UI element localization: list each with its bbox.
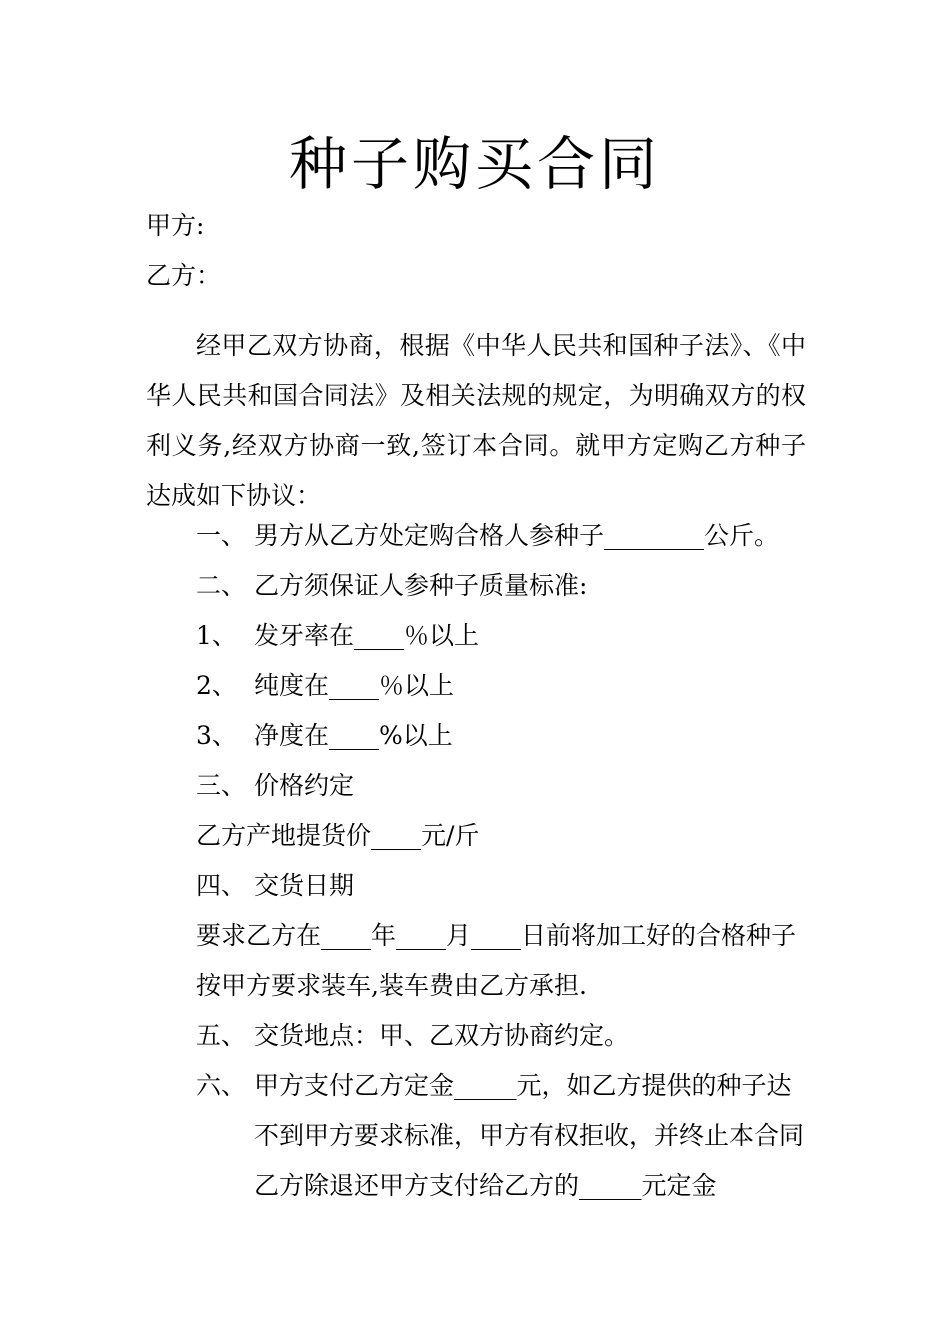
clause-4-text: 交货日期	[254, 871, 355, 900]
price-line: 乙方产地提货价____元/斤	[196, 821, 480, 850]
clause-3	[196, 769, 354, 803]
sub-item-2	[196, 669, 454, 703]
document-title: 种子购买合同	[288, 130, 661, 198]
party-a-label: 甲方:	[146, 211, 205, 240]
party-b-label: 乙方：	[146, 261, 222, 290]
clause-4	[196, 869, 354, 903]
clause-6-number: 六、	[196, 1071, 247, 1100]
clause-3-text: 价格约定	[254, 771, 355, 800]
clause-1-text: 男方从乙方处定购合格人参种子________公斤。	[254, 521, 780, 550]
sub-item-2-text: 纯度在____％以上	[254, 671, 455, 700]
intro-paragraph: 经甲乙双方协商，根据《中华人民共和国种子法》、《中华人民共和国合同法》及相关法规的规定，为明确双方的权利义务,经双方协商一致,签订本合同。就甲方定购乙方种子达成如下协议：	[146, 331, 806, 510]
clause-2	[196, 569, 587, 603]
sub-item-2-number: 2、	[196, 671, 237, 700]
sub-item-1-number: 1、	[196, 621, 237, 650]
sub-item-3-text: 净度在____%以上	[254, 721, 453, 750]
clause-5-number: 五、	[196, 1021, 247, 1050]
clause-5-text: 交货地点：甲、乙双方协商约定。	[254, 1021, 630, 1050]
delivery-date-line-1: 要求乙方在____年____月____日前将加工好的合格种子	[196, 921, 797, 950]
sub-item-3-number: 3、	[196, 721, 237, 750]
delivery-date-line-2: 按甲方要求装车,装车费由乙方承担.	[196, 971, 587, 1000]
clause-1	[196, 519, 779, 553]
clause-3-number: 三、	[196, 771, 247, 800]
clause-1-number: 一、	[196, 521, 247, 550]
sub-item-3	[196, 719, 453, 753]
clause-4-number: 四、	[196, 871, 247, 900]
sub-item-1-text: 发牙率在____％以上	[254, 621, 480, 650]
sub-item-1	[196, 619, 479, 653]
clause-5	[196, 1019, 629, 1053]
clause-2-number: 二、	[196, 571, 247, 600]
clause-2-text: 乙方须保证人参种子质量标准:	[254, 571, 588, 600]
clause-6-text: 甲方支付乙方定金_____元，如乙方提供的种子达不到甲方要求标准，甲方有权拒收，并终止本合同乙方除退还甲方支付给乙方的_____元定金	[254, 1071, 805, 1200]
